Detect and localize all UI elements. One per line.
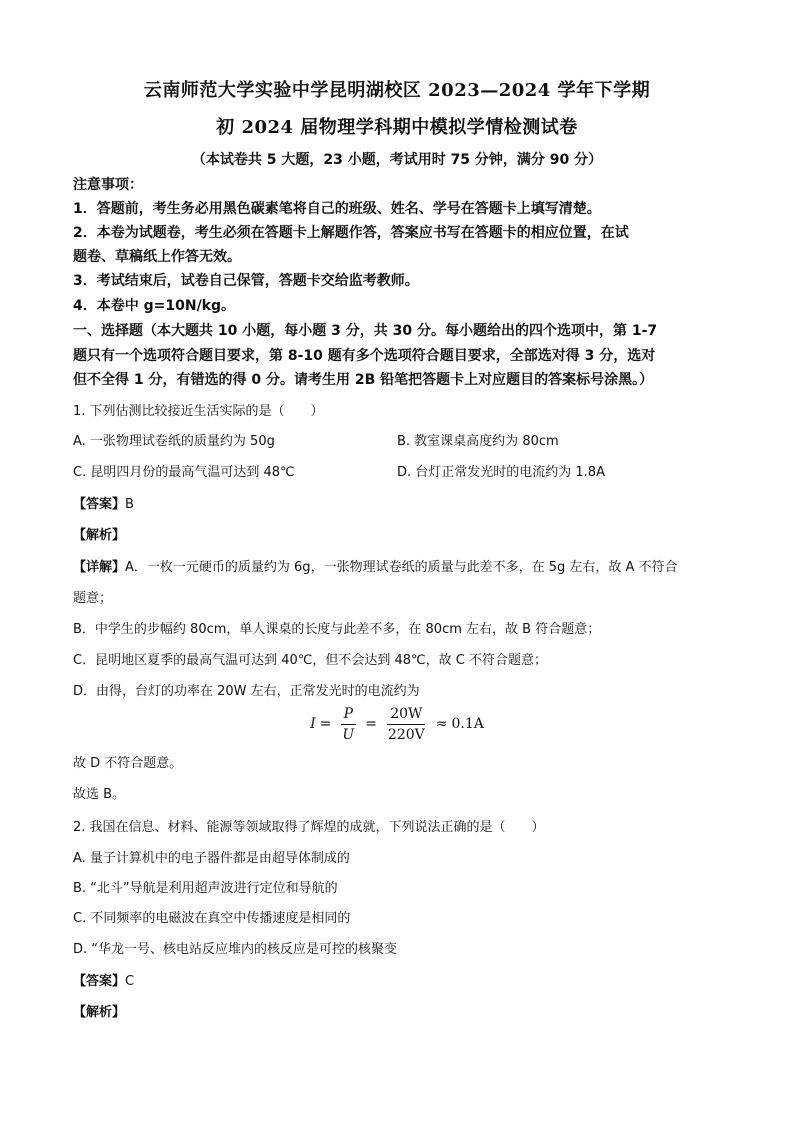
q1-current-formula	[0, 702, 794, 746]
q1-stem: 1. 下列估测比较接近生活实际的是（ ）	[73, 404, 324, 419]
q1-option-c: C. 昆明四月份的最高气温可达到 48℃	[73, 465, 295, 480]
formula-denominator-u: U	[342, 726, 355, 743]
q1-detail-a-text: A．一枚一元硬币的质量约为 6g，一张物理试卷纸的质量与此差不多，在 5g 左右，故 A 不符合	[125, 560, 678, 575]
formula-denominator-voltage: 220V	[387, 726, 425, 743]
q1-option-a: A. 一张物理试卷纸的质量约为 50g	[73, 434, 275, 449]
formula-fraction-pu	[339, 705, 357, 744]
formula-lhs: I	[310, 716, 316, 732]
notes-item-3: 3．考试结束后，试卷自己保管，答题卡交给监考教师。	[73, 273, 419, 289]
q2-analysis-tag: 【解析】	[73, 1005, 126, 1020]
exam-subtitle: （本试卷共 5 大题，23 小题，考试用时 75 分钟，满分 90 分）	[191, 152, 603, 168]
q1-detail-d: D．由得，台灯的功率在 20W 左右，正常发光时的电流约为	[73, 684, 420, 699]
notes-item-1: 1．答题前，考生务必用黑色碳素笔将自己的班级、姓名、学号在答题卡上填写清楚。	[73, 201, 601, 217]
q1-option-d: D. 台灯正常发光时的电流约为 1.8A	[397, 465, 605, 480]
exam-title-line2: 初 2024 届物理学科期中模拟学情检测试卷	[216, 117, 578, 138]
q1-detail-d-end: 故 D 不符合题意。	[73, 756, 183, 771]
formula-approx: ≈	[435, 716, 448, 732]
q1-answer	[73, 493, 134, 512]
q2-answer	[73, 970, 134, 989]
q2-option-d: D. “华龙一号、核电站反应堆内的核反应是可控的核聚变	[73, 942, 398, 957]
q1-choose: 故选 B。	[73, 787, 126, 802]
q1-detail-a-line1	[73, 556, 678, 575]
q1-detail-tag: 【详解】	[73, 560, 126, 575]
q2-option-c: C. 不同频率的电磁波在真空中传播速度是相同的	[73, 911, 351, 926]
q1-answer-value: B	[125, 497, 134, 512]
notes-item-4: 4．本卷中 g=10N/kg。	[73, 298, 236, 314]
section1-instruction-line3: 但不全得 1 分，有错选的得 0 分。请考生用 2B 铅笔把答题卡上对应题目的答案标号涂黑。）	[73, 372, 654, 388]
section1-instruction-line2: 题只有一个选项符合题目要求，第 8-10 题有多个选项符合题目要求，全部选对得 3 分，选对	[73, 348, 656, 364]
formula-result: 0.1A	[451, 716, 484, 732]
q1-answer-tag: 【答案】	[73, 497, 126, 512]
formula-numerator-power: 20W	[387, 705, 425, 725]
formula-numerator-p: P	[341, 705, 356, 725]
notes-heading: 注意事项：	[73, 177, 143, 193]
q2-stem: 2. 我国在信息、材料、能源等领域取得了辉煌的成就，下列说法正确的是（ ）	[73, 820, 545, 835]
q1-analysis-tag: 【解析】	[73, 528, 126, 543]
section1-instruction-line1: 一、选择题（本大题共 10 小题，每小题 3 分，共 30 分。每小题给出的四个选项中，第 1-7	[73, 323, 658, 339]
q1-detail-c: C．昆明地区夏季的最高气温可达到 40℃，但不会达到 48℃，故 C 不符合题意；	[73, 653, 547, 668]
notes-item-2: 2．本卷为试题卷，考生必须在答题卡上解题作答，答案应书写在答题卡的相应位置，在试	[73, 225, 629, 241]
exam-title-line1: 云南师范大学实验中学昆明湖校区 2023—2024 学年下学期	[143, 80, 651, 101]
q1-detail-a-line2: 题意；	[73, 591, 113, 606]
notes-item-2-cont: 题卷、草稿纸上作答无效。	[73, 249, 241, 265]
q2-option-a: A. 量子计算机中的电子器件都是由超导体制成的	[73, 851, 350, 866]
formula-equals-1: =	[319, 716, 332, 732]
q2-answer-value: C	[125, 974, 135, 989]
q2-answer-tag: 【答案】	[73, 974, 126, 989]
formula-fraction-values	[385, 705, 428, 744]
q1-option-b: B. 教室课桌高度约为 80cm	[397, 434, 559, 449]
q2-option-b: B. “北斗”导航是利用超声波进行定位和导航的	[73, 881, 338, 896]
formula-equals-2: =	[365, 716, 377, 732]
q1-detail-b: B．中学生的步幅约 80cm，单人课桌的长度与此差不多，在 80cm 左右，故 B 符合题意；	[73, 622, 601, 637]
